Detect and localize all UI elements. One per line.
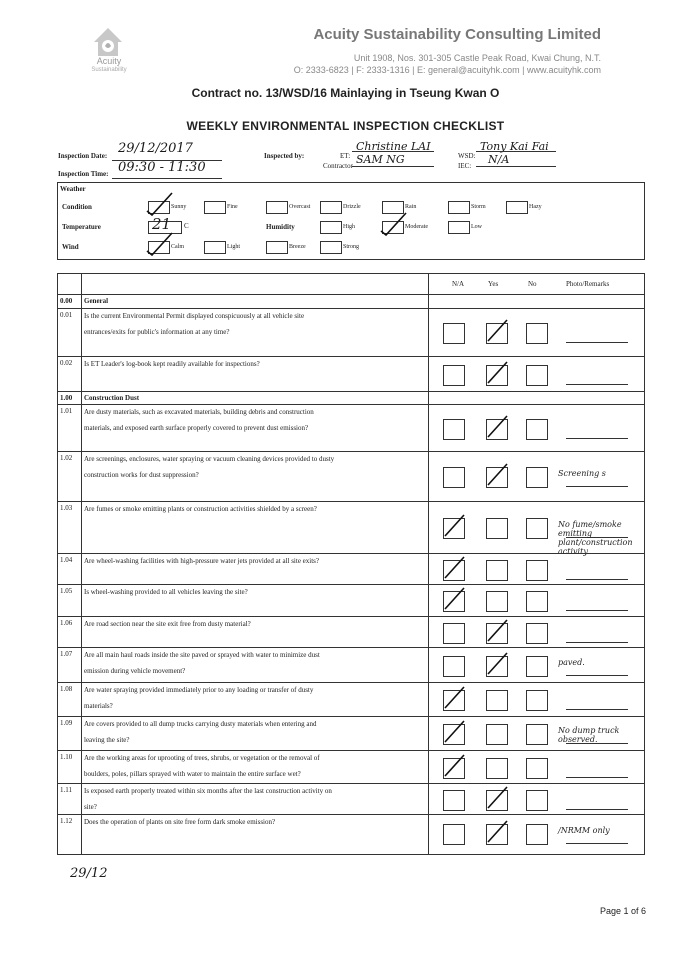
- condition-label: Condition: [62, 203, 92, 211]
- question-text: Is wheel-washing provided to all vehicles leaving the site?: [84, 588, 248, 596]
- wsd-value: Tony Kai Fai: [480, 140, 549, 153]
- condition-checkbox-fine[interactable]: [204, 201, 226, 214]
- section-title: Construction Dust: [84, 394, 140, 402]
- question-text: Is exposed earth properly treated within six months after the last construction activity on: [84, 787, 332, 795]
- condition-checkbox-hazy[interactable]: [506, 201, 528, 214]
- answer-checkbox-no[interactable]: [526, 323, 548, 344]
- answer-checkbox-yes[interactable]: [486, 690, 508, 711]
- item-number: 1.08: [60, 685, 73, 693]
- remarks-line: [566, 438, 628, 439]
- document-title: WEEKLY ENVIRONMENTAL INSPECTION CHECKLIST: [186, 119, 505, 133]
- inspection-date-value: 29/12/2017: [118, 141, 193, 156]
- section-number: 0.00: [60, 297, 73, 305]
- wind-checkbox-light[interactable]: [204, 241, 226, 254]
- checkmark-icon: [485, 650, 511, 678]
- section-number: 1.00: [60, 394, 73, 402]
- humidity-checkbox-high[interactable]: [320, 221, 342, 234]
- answer-checkbox-na[interactable]: [443, 824, 465, 845]
- humidity-label: Humidity: [266, 223, 295, 231]
- page-number: Page 1 of 6: [599, 906, 646, 916]
- remarks-line: [566, 709, 628, 710]
- item-number: 1.05: [60, 587, 73, 595]
- checklist-table: [57, 273, 645, 855]
- column-divider: [81, 274, 82, 854]
- question-text: Are fumes or smoke emitting plants or construction activities shielded by a screen?: [84, 505, 317, 513]
- checkmark-icon: [485, 413, 511, 441]
- answer-checkbox-na[interactable]: [443, 790, 465, 811]
- question-text: materials, and exposed earth surface properly covered to prevent dust emission?: [84, 424, 309, 432]
- inspected-by-label: Inspected by:: [264, 152, 305, 160]
- column-header-yes: Yes: [488, 280, 499, 288]
- temperature-value: 21: [152, 215, 172, 233]
- answer-checkbox-no[interactable]: [526, 724, 548, 745]
- humidity-option-high: High: [343, 224, 355, 230]
- checkmark-icon: [442, 512, 468, 540]
- humidity-option-moderate: Moderate: [405, 224, 428, 230]
- contractor-value: SAM NG: [356, 153, 405, 166]
- answer-checkbox-na[interactable]: [443, 467, 465, 488]
- answer-checkbox-yes[interactable]: [486, 724, 508, 745]
- checkmark-icon: [144, 191, 174, 217]
- question-text: entrances/exits for public's information at any time?: [84, 328, 230, 336]
- remarks-line: [566, 809, 628, 810]
- item-number: 1.09: [60, 719, 73, 727]
- column-divider: [428, 274, 429, 854]
- signature-date: 29/12: [70, 866, 108, 881]
- weather-section: [57, 182, 645, 260]
- humidity-checkbox-low[interactable]: [448, 221, 470, 234]
- company-address: Unit 1908, Nos. 301-305 Castle Peak Road, Kwai Chung, N.T.: [353, 53, 601, 63]
- answer-checkbox-no[interactable]: [526, 790, 548, 811]
- column-header-remarks: Photo/Remarks: [566, 280, 610, 288]
- wsd-line: [476, 150, 556, 152]
- company-contacts: O: 2333-6823 | F: 2333-1316 | E: general@acuityhk.com | www.acuityhk.com: [293, 65, 601, 75]
- remarks-line: [566, 642, 628, 643]
- wind-option-light: Light: [227, 244, 240, 250]
- temperature-label: Temperature: [62, 223, 101, 231]
- column-header-no: No: [528, 280, 537, 288]
- checkmark-icon: [442, 684, 468, 712]
- logo-text: Acuity: [96, 56, 122, 66]
- question-text: Are all main haul roads inside the site paved or sprayed with water to minimize dust: [84, 651, 320, 659]
- remarks-line: [566, 675, 628, 676]
- wind-option-calm: Calm: [171, 244, 184, 250]
- question-text: Is ET Leader's log-book kept readily available for inspections?: [84, 360, 260, 368]
- question-text: Is the current Environmental Permit displayed conspicuously at all vehicle site: [84, 312, 305, 320]
- wind-option-breeze: Breeze: [289, 244, 306, 250]
- inspection-date-label: Inspection Date:: [58, 152, 108, 160]
- answer-checkbox-na[interactable]: [443, 623, 465, 644]
- company-name: Acuity Sustainability Consulting Limited: [313, 26, 601, 43]
- inspection-time-value: 09:30 - 11:30: [118, 160, 206, 175]
- temperature-unit: C: [184, 222, 189, 230]
- checkmark-icon: [378, 211, 408, 237]
- et-label: ET:: [340, 152, 351, 160]
- remarks-line: [566, 486, 628, 487]
- answer-checkbox-yes[interactable]: [486, 591, 508, 612]
- checkmark-icon: [442, 718, 468, 746]
- question-text: Are wheel-washing facilities with high-pressure water jets provided at all site exits?: [84, 557, 320, 565]
- answer-checkbox-no[interactable]: [526, 824, 548, 845]
- answer-checkbox-na[interactable]: [443, 419, 465, 440]
- condition-checkbox-storm[interactable]: [448, 201, 470, 214]
- checkmark-icon: [144, 231, 174, 257]
- item-number: 1.02: [60, 454, 73, 462]
- item-number: 1.06: [60, 619, 73, 627]
- item-number: 1.03: [60, 504, 73, 512]
- condition-option-fine: Fine: [227, 204, 238, 210]
- question-text: Are water spraying provided immediately prior to any loading or transfer of dusty: [84, 686, 314, 694]
- checkmark-icon: [485, 784, 511, 812]
- et-line: [352, 150, 434, 152]
- answer-checkbox-yes[interactable]: [486, 518, 508, 539]
- condition-option-drizzle: Drizzle: [343, 204, 361, 210]
- item-number: 1.07: [60, 650, 73, 658]
- company-logo-icon: [88, 20, 128, 60]
- remarks-line: [566, 610, 628, 611]
- question-text: construction works for dust suppression?: [84, 471, 199, 479]
- remarks-line: [566, 384, 628, 385]
- question-text: Are the working areas for uprooting of trees, shrubs, or vegetation or the removal of: [84, 754, 320, 762]
- remarks-line: [566, 579, 628, 580]
- wind-checkbox-breeze[interactable]: [266, 241, 288, 254]
- item-number: 0.02: [60, 359, 73, 367]
- wind-checkbox-strong[interactable]: [320, 241, 342, 254]
- contractor-line: [352, 165, 434, 167]
- checkmark-icon: [442, 585, 468, 613]
- condition-option-sunny: Sunny: [171, 204, 187, 210]
- checkmark-icon: [485, 461, 511, 489]
- inspection-time-label: Inspection Time:: [58, 170, 109, 178]
- checkmark-icon: [485, 317, 511, 345]
- remark-text: No fume/smoke emitting plant/construction activity: [558, 520, 633, 556]
- question-text: site?: [84, 803, 97, 811]
- condition-checkbox-drizzle[interactable]: [320, 201, 342, 214]
- item-number: 0.01: [60, 311, 73, 319]
- checkmark-icon: [442, 554, 468, 582]
- question-text: emission during vehicle movement?: [84, 667, 186, 675]
- answer-checkbox-no[interactable]: [526, 758, 548, 779]
- item-number: 1.04: [60, 556, 73, 564]
- et-value: Christine LAI: [356, 140, 431, 153]
- answer-checkbox-na[interactable]: [443, 323, 465, 344]
- checkmark-icon: [485, 818, 511, 846]
- question-text: materials?: [84, 702, 113, 710]
- remark-text: No dump truck observed.: [558, 726, 620, 744]
- item-number: 1.01: [60, 407, 73, 415]
- question-text: boulders, poles, pillars sprayed with water to maintain the entire surface wet?: [84, 770, 301, 778]
- answer-checkbox-no[interactable]: [526, 656, 548, 677]
- item-number: 1.10: [60, 753, 73, 761]
- contractor-label: Contractor: [323, 162, 353, 170]
- checkmark-icon: [442, 752, 468, 780]
- answer-checkbox-no[interactable]: [526, 560, 548, 581]
- answer-checkbox-no[interactable]: [526, 467, 548, 488]
- condition-option-storm: Storm: [471, 204, 486, 210]
- answer-checkbox-no[interactable]: [526, 419, 548, 440]
- question-text: Are covers provided to all dump trucks carrying dusty materials when entering and: [84, 720, 317, 728]
- iec-value: N/A: [488, 153, 510, 166]
- checkmark-icon: [485, 617, 511, 645]
- wind-label: Wind: [62, 243, 79, 251]
- contract-title: Contract no. 13/WSD/16 Mainlaying in Tseung Kwan O: [191, 86, 500, 100]
- answer-checkbox-no[interactable]: [526, 365, 548, 386]
- weather-heading: Weather: [60, 185, 86, 193]
- item-number: 1.12: [60, 817, 73, 825]
- answer-checkbox-yes[interactable]: [486, 758, 508, 779]
- question-text: leaving the site?: [84, 736, 130, 744]
- condition-checkbox-overcast[interactable]: [266, 201, 288, 214]
- item-number: 1.11: [60, 786, 72, 794]
- answer-checkbox-no[interactable]: [526, 518, 548, 539]
- remark-text: /NRMM only: [558, 826, 610, 835]
- remark-text: Screening s: [558, 469, 606, 478]
- humidity-option-low: Low: [471, 224, 482, 230]
- answer-checkbox-no[interactable]: [526, 623, 548, 644]
- iec-line: [476, 165, 556, 167]
- column-header-na: N/A: [452, 280, 465, 288]
- question-text: Are dusty materials, such as excavated materials, building debris and construction: [84, 408, 314, 416]
- remarks-line: [566, 342, 628, 343]
- remarks-line: [566, 777, 628, 778]
- condition-option-hazy: Hazy: [529, 204, 542, 210]
- condition-option-overcast: Overcast: [289, 204, 311, 210]
- answer-checkbox-no[interactable]: [526, 690, 548, 711]
- remarks-line: [566, 843, 628, 844]
- wsd-label: WSD:: [458, 152, 476, 160]
- remark-text: paved.: [558, 658, 585, 667]
- answer-checkbox-no[interactable]: [526, 591, 548, 612]
- answer-checkbox-na[interactable]: [443, 365, 465, 386]
- condition-option-rain: Rain: [405, 204, 417, 210]
- answer-checkbox-yes[interactable]: [486, 560, 508, 581]
- wind-option-strong: Strong: [343, 244, 360, 250]
- checkmark-icon: [485, 359, 511, 387]
- question-text: Are road section near the site exit free from dusty material?: [84, 620, 251, 628]
- section-title: General: [84, 297, 109, 305]
- logo-subtext: Sustainability: [91, 67, 127, 73]
- question-text: Are screenings, enclosures, water spraying or vacuum cleaning devices provided to dusty: [84, 455, 335, 463]
- iec-label: IEC:: [458, 162, 472, 170]
- question-text: Does the operation of plants on site free form dark smoke emission?: [84, 818, 276, 826]
- answer-checkbox-na[interactable]: [443, 656, 465, 677]
